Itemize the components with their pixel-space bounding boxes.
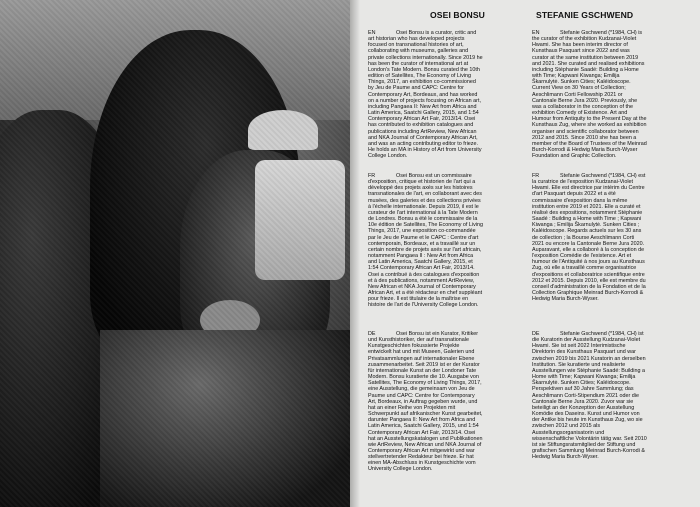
stefanie-bio-de-text: Stefanie Gschwend (*1984, CH) ist die Kuratorin der Ausstellung Kudzanai-Violet Hwami. Sie ist seit 2022 Interimistische Direktorin des Kunsthaus Pasquart und war zwischen 2019 bis 2021 Kuratorin an derselben Institution. Sie kuratierte und realisierte Ausstellungen wie Stéphanie Saadé: Building a Home with Time; Kapwani Kiwanga; Emilija Škarnulytė. Sunken Cities; Kaléidoscope. Perspektiven auf 30 Jahre Sammlung; das Aeschlimann Corti-Stipendium 2021 oder die Cantonale Berne Jura 2020. Zuvor war sie beteiligt an der Konzeption der Ausstellung Komödie des Daseins. Kunst und Humor von der Antike bis heute im Kunsthaus Zug, wo sie zwischen 2012 und 2015 als Ausstellungsorganisatorin und wissenschaftliche Volontärin tätig war. Seit 2010 ist sie Stiftungsratsmitglied der Stiftung und grafischen Sammlung Meinrad Burch-Korrodi & Hedwig Maria Burch-Wyser.: [532, 331, 647, 461]
osei-bio-fr: [368, 173, 483, 308]
osei-bio-fr-text: Osei Bonsu est un commissaire d'exposition, critique et historien de l'art qui a développé des projets axés sur les histoires transnationales de l'art, en collaborant avec des musées, des galeries et des collections privées à l'échelle internationale. Depuis 2019, il est le curateur de l'art international à la Tate Modern de Londres. Bonsu a été le commissaire de la 10e édition de Satellites, The Economy of Living Things, 2017, une exposition co-commandée par le Jeu de Paume et le CAPC : Centre d'art contemporain, Bordeaux, et a travaillé sur un certain nombre de projets axés sur l'art africain, notamment Pangaea II : New Art from Africa and Latin America, Saatchi Gallery, 2015, et 1:54 Contemporary African Art Fair, 2013/14. Osei a contribué à des catalogues d'exposition et à des publications, notamment ArtReview, New African et NKA Journal of Contemporary African Art, et a été rédacteur en chef suppléant pour frieze. Il est titulaire de la maîtrise en histoire de l'art de l'University College London.: [368, 173, 483, 309]
page-gutter-shadow: [350, 0, 360, 507]
osei-bio-en-text: Osei Bonsu is a curator, critic and art historian who has developed projects focused on transnational histories of art, collaborating with museums, galleries and private collections internationally. Since 2019 he has been the curator of international art at London's Tate Modern. Bonsu curated the 10th edition of Satellites, The Economy of Living Things, 2017, an exhibition co-commissioned by Jeu de Paume and CAPC: Centre for Contemporary Art, Bordeaux, and has worked on a number of projects focusing on African art, including Pangaea II: New Art from Africa and Latin America, Saatchi Gallery, 2015, and 1:54 Contemporary African Art Fair, 2013/14. Osei has contributed to exhibition catalogues and publications including ArtReview, New African and NKA Journal of Contemporary African Art, and was an acting contributing editor to frieze. He holds an MA in History of Art from University College London.: [368, 30, 483, 160]
lang-tag-fr: FR: [368, 173, 376, 179]
stefanie-bio-fr: [532, 173, 647, 302]
lang-tag-en: EN: [368, 30, 376, 36]
heading-stefanie-gschwend: STEFANIE GSCHWEND: [536, 10, 634, 20]
biography-page: [350, 0, 700, 507]
osei-bio-de-text: Osei Bonsu ist ein Kurator, Kritiker und Kunsthistoriker, der auf transnationale Kunstgeschichten fokussierte Projekte entwickelt hat und mit Museen, Galerien und Privatsammlungen auf internationaler Ebene zusammenarbeitet. Seit 2019 ist er der Kurator für internationale Kunst an der Londoner Tate Modern. Bonsu kuratierte die 10. Ausgabe von Satellites, The Economy of Living Things, 2017, eine Ausstellung, die gemeinsam von Jeu de Paume und CAPC: Centre for Contemporary Art, Bordeaux, in Auftrag gegeben wurde, und hat an einer Reihe von Projekten mit Schwerpunkt auf afrikanischer Kunst gearbeitet, darunter Pangaea II: New Art from Africa and Latin America, Saatchi Gallery, 2015, und 1:54 Contemporary African Art Fair, 2013/14. Osei hat an Ausstellungskatalogen und Publikationen wie ArtReview, New African und NKA Journal of Contemporary African Art mitgewirkt und war stellvertretender Redakteur bei frieze. Er hat einen MA-Abschluss in Kunstgeschichte vom University College London.: [368, 331, 483, 473]
lang-tag-en: EN: [532, 30, 540, 36]
lang-tag-de: DE: [368, 331, 376, 337]
osei-bio-de: [368, 331, 483, 473]
stefanie-bio-en-text: Stefanie Gschwend (*1984, CH) is the curator of the exhibition Kudzanai-Violet Hwami. She has been interim director of Kunsthaus Pasquart since 2022 and was curator at the same institution between 2019 and 2021. She curated and realised exhibitions including Stéphanie Saadé: Building a Home with Time; Kapwani Kiwanga; Emilija Škarnulytė. Sunken Cities; Kaléidoscope. Current View on 30 Years of Collection; Aeschlimann Corti Fellowship 2021 or Cantonale Berne Jura 2020. Previously, she was a collaborator in the conception of the exhibition Comedy of Existence. Art and Humour from Antiquity to the Present Day at the Kunsthaus Zug, where she worked as exhibition organiser and scientific collaborator between 2012 and 2015. Since 2010 she has been a member of the Board of Trustees of the Meinrad Burch-Korrodi & Hedwig Maria Burch-Wyser Foundation and Graphic Collection.: [532, 30, 647, 160]
stefanie-bio-de: [532, 331, 647, 460]
lang-tag-fr: FR: [532, 173, 540, 179]
stefanie-bio-en: [532, 30, 647, 159]
stefanie-bio-fr-text: Stefanie Gschwend (*1984, CH) est la curatrice de l'exposition Kudzanai-Violet Hwami. Elle est directrice par intérim du Centre d'art Pasquart depuis 2022 et a été commissaire d'exposition dans la même institution entre 2019 et 2021. Elle a curaté et réalisé des expositions, notamment Stéphanie Saadé : Building a Home with Time ; Kapwani Kiwanga ; Emilija Škarnulytė. Sunken Cities ; Kaléidoscope. Regards actuels sur les 30 ans de collection ; la Bourse Aeschlimann Corti 2021 ou encore la Cantonale Berne Jura 2020. Auparavant, elle a collaboré à la conception de l'exposition Comédie de l'existence. Art et humour de l'Antiquité à nos jours au Kunsthaus Zug, où elle a travaillé comme organisatrice d'expositions et collaboratrice scientifique entre 2012 et 2015. Depuis 2010, elle est membre du conseil d'administration de la Fondation et de la Collection Graphique Meinrad Burch-Korrodi & Hedwig Maria Burch-Wyser.: [532, 173, 646, 303]
lang-tag-de: DE: [532, 331, 540, 337]
heading-osei-bonsu: OSEI BONSU: [430, 10, 485, 20]
osei-bio-en: [368, 30, 483, 159]
